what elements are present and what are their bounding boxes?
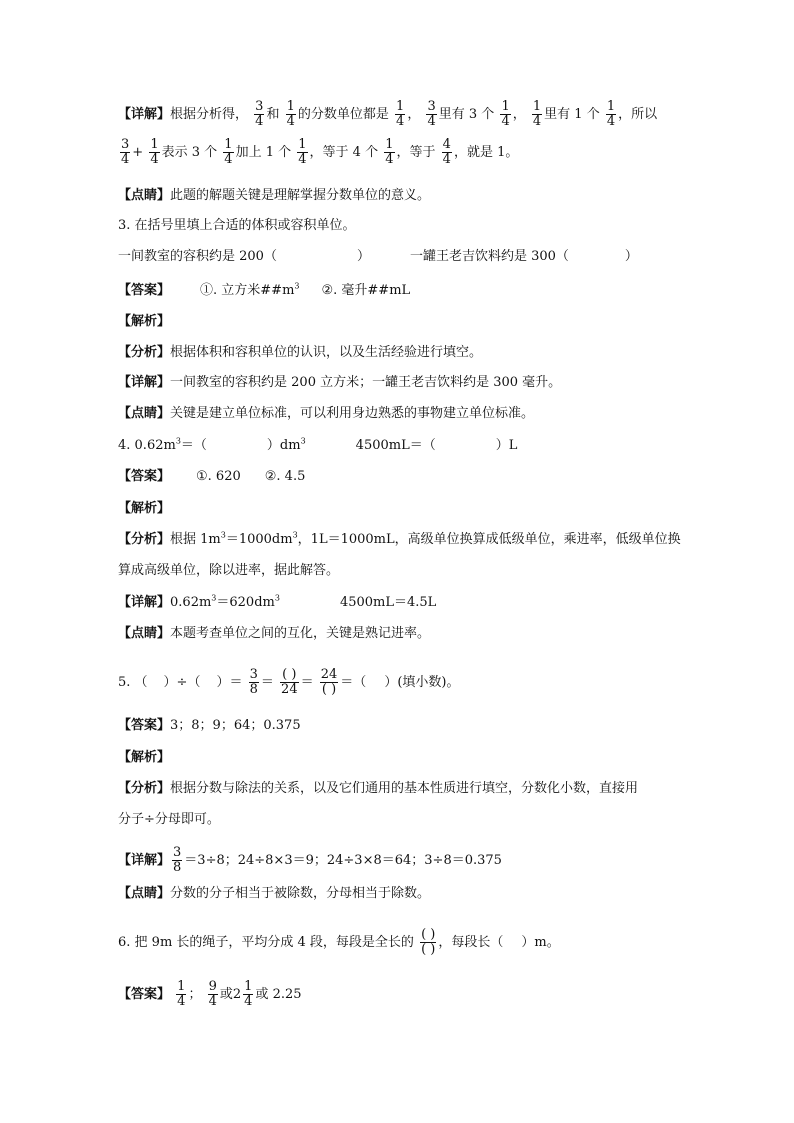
q3-answer: 【答案】 ①. 立方米$\#\#m^3$ ②. 毫升##mL [118, 281, 411, 298]
fraction-1-4: $\frac{1}{4}$ [396, 99, 405, 129]
fraction-9-4: $\frac{9}{4}$ [208, 979, 217, 1009]
point-line-prev: 【点睛】此题的解题关键是理解掌握分数单位的意义。 [118, 188, 431, 203]
fraction-1-4: $\frac{1}{4}$ [177, 979, 186, 1009]
q3-question: 一间教室的容积约是 200（ ） 一罐王老吉饮料约是 300（ ） [118, 249, 638, 264]
q4-analysis-tag: 【解析】 [118, 501, 171, 516]
fraction-1-4: $\frac{1}{4}$ [224, 137, 233, 167]
fraction-1-4: $\frac{1}{4}$ [286, 99, 295, 129]
fraction-1-4: $\frac{1}{4}$ [244, 979, 253, 1009]
q3-point: 【点睛】关键是建立单位标准，可以利用身边熟悉的事物建立单位标准。 [118, 406, 535, 421]
fraction-1-4: $\frac{1}{4}$ [298, 137, 307, 167]
q3-analysis-tag: 【解析】 [118, 314, 171, 329]
fraction-24-blank: $\frac{24}{( )}$ [320, 667, 338, 697]
q5-analyze-1: 【分析】根据分数与除法的关系，以及它们通用的基本性质进行填空，分数化小数，直接用 [118, 781, 639, 796]
fraction-1-4: $\frac{1}{4}$ [606, 99, 616, 129]
fraction-3-4: $\frac{3}{4}$ [427, 99, 436, 129]
fraction-3-8: $\frac{3}{8}$ [173, 845, 182, 875]
q5-analysis-tag: 【解析】 [118, 750, 171, 765]
q3-detail: 【详解】一间教室的容积约是 200 立方米；一罐王老吉饮料约是 300 毫升。 [118, 375, 562, 390]
fraction-3-4: $\frac{3}{4}$ [255, 99, 264, 129]
q5-answer: 【答案】3；8；9；64；0.375 [118, 718, 301, 733]
fraction-4-4: $\frac{4}{4}$ [442, 137, 451, 167]
fraction-1-4: $\frac{1}{4}$ [150, 137, 159, 167]
fraction-3-8: $\frac{3}{8}$ [249, 667, 258, 697]
fraction-blank-blank: $\frac{( )}{( )}$ [421, 927, 436, 957]
q5-point: 【点睛】分数的分子相当于被除数，分母相当于除数。 [118, 886, 431, 901]
detail-tag: 【详解】 [118, 107, 171, 122]
q3-title: 3. 在括号里填上合适的体积或容积单位。 [118, 218, 356, 233]
fraction-1-4: $\frac{1}{4}$ [532, 99, 542, 129]
fraction-1-4: $\frac{1}{4}$ [501, 99, 510, 129]
q5-analyze-2: 分子÷分母即可。 [118, 812, 220, 827]
fraction-1-4: $\frac{1}{4}$ [385, 137, 394, 167]
q4-analyze-2: 算成高级单位，除以进率，据此解答。 [118, 563, 340, 578]
detail-line-2: $\frac{3}{4}$ + $\frac{1}{4}$ 表示 3 个 $\frac{1}{4}$ 加上 1 个 $\frac{1}{4}$ ，等于 4 个 $\frac{1}{4}$ ，等于 $\frac{4}{4}$ ，就是 1。 [121, 137, 519, 167]
q4-detail: 【详解】$0.62m^3=620dm^3$ 4500mL＝4.5L [118, 593, 437, 610]
q4-point: 【点睛】本题考查单位之间的互化，关键是熟记进率。 [118, 626, 431, 641]
fraction-blank-24: $\frac{( )}{24}$ [281, 667, 298, 697]
q5-detail: 【详解】 $\frac{3}{8}$ ＝3÷8；24÷8×3＝9；24÷3×8＝64；3÷8＝0.375 [118, 845, 502, 875]
fraction-3-4: $\frac{3}{4}$ [121, 137, 130, 167]
q5-title: 5. （ ）÷（ ）＝ $\frac{3}{8}$ ＝ $\frac{( )}{24}$ ＝ $\frac{24}{( )}$ ＝（ ）(填小数)。 [118, 667, 460, 697]
detail-line-1: 【详解】根据分析得， $\frac{3}{4}$ 和 $\frac{1}{4}$ 的分数单位都是 $\frac{1}{4}$ ， $\frac{3}{4}$ 里有 3 个 $\frac{1}{4}$ ， $\frac{1}{4}$ 里有 1 个 $\frac{1}{4}$ ，所以 [118, 99, 658, 129]
q6-title: 6. 把 9m 长的绳子，平均分成 4 段，每段是全长的 $\frac{( )}{( )}$ ，每段长（ ）m。 [118, 927, 560, 957]
q4-analyze-1: 【分析】根据 $1m^3=1000dm^3$，1L＝1000mL，高级单位换算成低级单位，乘进率，低级单位换 [118, 530, 681, 547]
q4-answer: 【答案】 ①. 620 ②. 4.5 [118, 469, 306, 484]
q4-title: 4. $0.62m^3=$（ ）$dm^3$ 4500mL＝（ ）L [118, 436, 518, 453]
q3-analyze: 【分析】根据体积和容积单位的认识，以及生活经验进行填空。 [118, 345, 483, 360]
q6-answer: 【答案】 $\frac{1}{4}$ ； $\frac{9}{4}$ 或2 $\frac{1}{4}$ 或 2.25 [118, 979, 302, 1009]
